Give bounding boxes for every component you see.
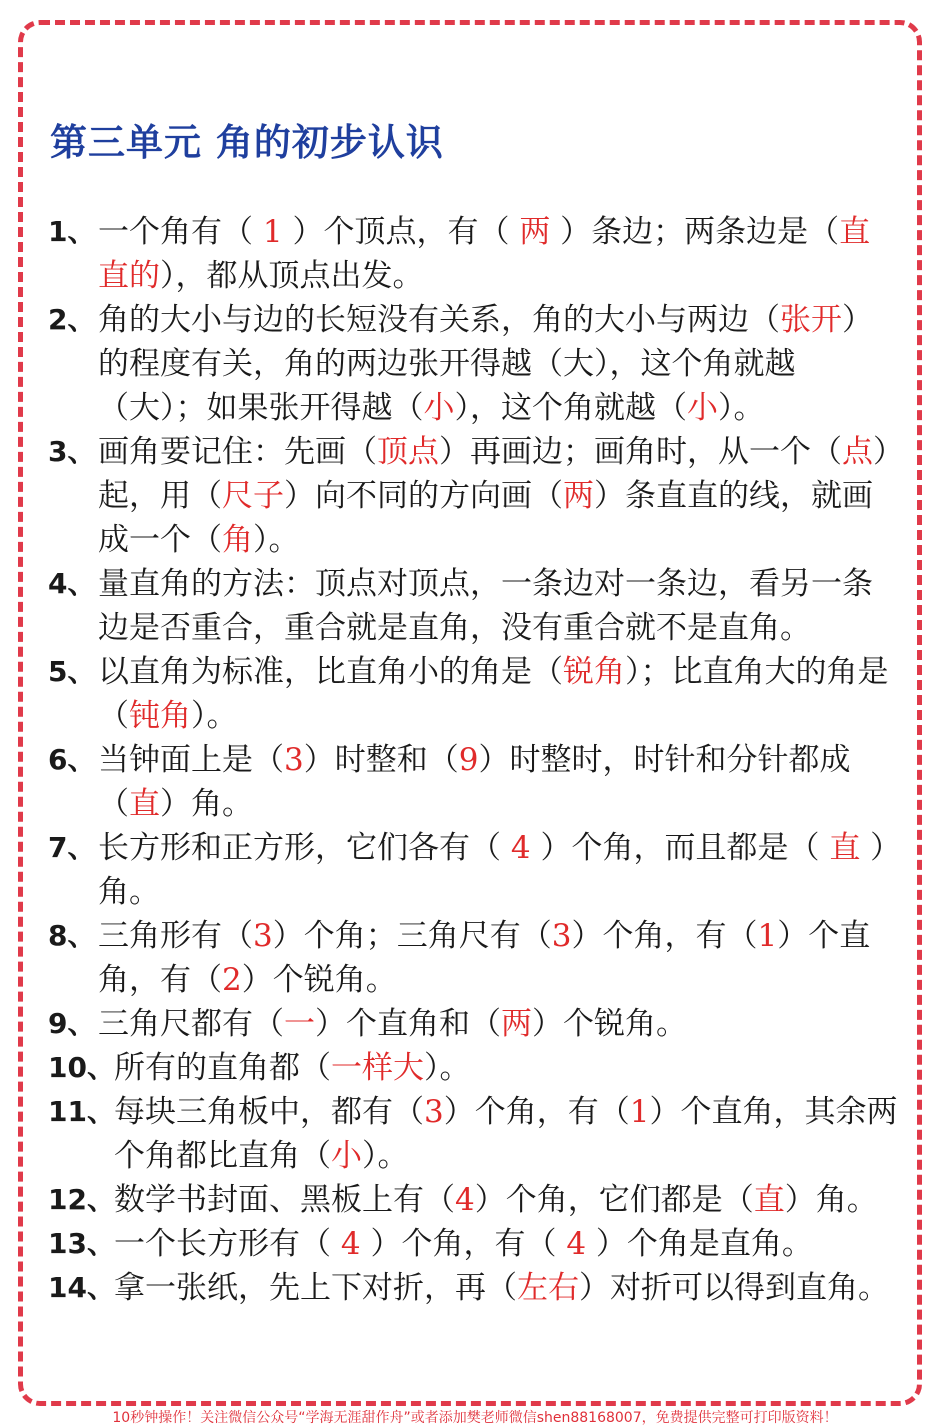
page-title: 第三单元 角的初步认识 <box>50 120 444 164</box>
list-item <box>48 1046 898 1090</box>
list-item <box>48 562 898 650</box>
item-number: 5、 <box>48 655 96 688</box>
answer-text: 1 <box>629 1094 650 1130</box>
statement-text: ）个直角，其余两个角都比直角（ <box>114 1094 898 1174</box>
statement-text: ）个角，它们都是（ <box>474 1182 754 1218</box>
answer-text: 小 <box>331 1138 362 1174</box>
item-text <box>114 1266 898 1310</box>
item-text <box>114 1046 898 1090</box>
answer-text: 张开 <box>780 302 842 338</box>
answer-text: 尺子 <box>222 478 284 514</box>
item-number: 10、 <box>48 1051 115 1084</box>
statement-text: ）再画边；画角时，从一个（ <box>439 434 842 470</box>
answer-text: 一样大 <box>331 1050 424 1086</box>
answer-text: 两 <box>563 478 594 514</box>
statement-text: 角的大小与边的长短没有关系，角的大小与两边（ <box>98 302 780 338</box>
answer-text: 直直的 <box>98 214 871 294</box>
statement-text: ）角。 <box>160 786 253 822</box>
item-number: 11、 <box>48 1095 115 1128</box>
answer-text: 4 <box>566 1226 587 1262</box>
item-text <box>114 1178 898 1222</box>
statement-text: ）。 <box>424 1050 471 1086</box>
answer-text: 3 <box>424 1094 444 1130</box>
item-number: 6、 <box>48 743 96 776</box>
answer-text: 两 <box>501 1006 532 1042</box>
statement-text: ）起，用（ <box>98 434 889 514</box>
item-text <box>114 1090 898 1178</box>
item-text <box>98 210 898 298</box>
answer-text: 顶点 <box>377 434 439 470</box>
item-text <box>98 650 898 738</box>
statement-text: ）；比直角大的角是（ <box>98 654 889 734</box>
answer-text: 点 <box>842 434 873 470</box>
answer-text: 3 <box>284 742 304 778</box>
statement-text: 拿一张纸，先上下对折，再（ <box>114 1270 517 1306</box>
list-item <box>48 1222 898 1266</box>
statement-text: ）时整时，时针和分针都成（ <box>98 742 851 822</box>
statement-text: 量直角的方法：顶点对顶点，一条边对一条边，看另一条边是否重合，重合就是直角，没有重合就不是直角。 <box>98 566 873 646</box>
answer-text: 3 <box>253 918 273 954</box>
item-number: 3、 <box>48 435 96 468</box>
statement-text: ）。 <box>362 1138 409 1174</box>
statement-text: ）条直直的线，就画成一个（ <box>98 478 873 558</box>
list-item <box>48 1178 898 1222</box>
answer-text: 直 <box>829 830 861 866</box>
answer-text: 2 <box>222 962 242 998</box>
item-text <box>114 1222 898 1266</box>
answer-text: 钝角 <box>129 698 191 734</box>
answer-text: 小 <box>687 390 718 426</box>
statement-text: ）个角，有（ <box>571 918 758 954</box>
answer-text: 9 <box>458 742 479 778</box>
statement-text: ）向不同的方向画（ <box>284 478 563 514</box>
statement-text: ）个顶点，有（ <box>282 214 520 250</box>
statement-text: 一个长方形有（ <box>114 1226 341 1262</box>
list-item <box>48 210 898 298</box>
answer-text: 锐角 <box>563 654 625 690</box>
answer-text: 小 <box>423 390 455 426</box>
statement-text: ）角。 <box>98 830 886 910</box>
statement-text: ）个角，有（ <box>443 1094 630 1130</box>
item-number: 14、 <box>48 1271 115 1304</box>
list-item <box>48 650 898 738</box>
answer-text: 4 <box>455 1182 475 1218</box>
statement-text: ）。 <box>718 390 765 426</box>
item-text <box>98 298 898 430</box>
item-number: 7、 <box>48 831 96 864</box>
list-item <box>48 914 898 1002</box>
statement-text: 所有的直角都（ <box>114 1050 331 1086</box>
item-number: 13、 <box>48 1227 115 1260</box>
answer-text: 左右 <box>517 1270 579 1306</box>
statement-text: ）个直角和（ <box>315 1006 501 1042</box>
list-item <box>48 1002 898 1046</box>
statement-text: ）时整和（ <box>303 742 459 778</box>
item-number: 4、 <box>48 567 96 600</box>
knowledge-list <box>48 210 898 1310</box>
statement-text: ）。 <box>253 522 300 558</box>
item-text <box>98 826 898 914</box>
statement-text: 长方形和正方形，它们各有（ <box>98 830 511 866</box>
answer-text: 1 <box>757 918 778 954</box>
answer-text: 4 <box>340 1226 361 1262</box>
item-text <box>98 1002 898 1046</box>
item-number: 1、 <box>48 215 96 248</box>
statement-text: ）个角是直角。 <box>586 1226 813 1262</box>
statement-text: 每块三角板中，都有（ <box>114 1094 424 1130</box>
statement-text: ）个锐角。 <box>532 1006 687 1042</box>
answer-text: 4 <box>510 830 531 866</box>
statement-text: ）角。 <box>784 1182 878 1218</box>
statement-text: 三角尺都有（ <box>98 1006 284 1042</box>
answer-text: 一 <box>284 1006 315 1042</box>
statement-text: 画角要记住：先画（ <box>98 434 377 470</box>
list-item <box>48 430 898 562</box>
statement-text: ）个角；三角尺有（ <box>272 918 552 954</box>
statement-text: ）个角，而且都是（ <box>530 830 830 866</box>
footer-note: 10秒钟操作！关注微信公众号“学海无涯甜作舟”或者添加樊老师微信shen88168007，免费提供完整可打印版资料！ <box>112 1410 838 1426</box>
statement-text: 以直角为标准，比直角小的角是（ <box>98 654 563 690</box>
statement-text: ）个角，有（ <box>360 1226 567 1262</box>
list-item <box>48 1266 898 1310</box>
statement-text: ）对折可以得到直角。 <box>579 1270 889 1306</box>
item-text <box>98 914 898 1002</box>
statement-text: 数学书封面、黑板上有（ <box>114 1182 455 1218</box>
answer-text: 两 <box>519 214 551 250</box>
statement-text: ）。 <box>191 698 238 734</box>
answer-text: 直 <box>129 786 160 822</box>
list-item <box>48 826 898 914</box>
statement-text: ）的程度有关，角的两边张开得越（大），这个角就越（大）；如果张开得越（ <box>98 302 873 426</box>
item-text <box>98 738 898 826</box>
item-text <box>98 562 898 650</box>
item-text <box>98 430 898 562</box>
list-item <box>48 298 898 430</box>
answer-text: 1 <box>262 214 283 250</box>
statement-text: ），这个角就越（ <box>454 390 687 426</box>
list-item <box>48 1090 898 1178</box>
statement-text: 三角形有（ <box>98 918 253 954</box>
item-number: 9、 <box>48 1007 96 1040</box>
list-item <box>48 738 898 826</box>
item-number: 8、 <box>48 919 96 952</box>
statement-text: 一个角有（ <box>98 214 263 250</box>
answer-text: 直 <box>753 1182 785 1218</box>
statement-text: 当钟面上是（ <box>98 742 284 778</box>
answer-text: 3 <box>551 918 572 954</box>
statement-text: ）条边；两条边是（ <box>550 214 840 250</box>
answer-text: 角 <box>222 522 253 558</box>
statement-text: ），都从顶点出发。 <box>160 258 424 294</box>
statement-text: ）个直角，有（ <box>98 918 871 998</box>
item-number: 2、 <box>48 303 96 336</box>
statement-text: ）个锐角。 <box>241 962 397 998</box>
item-number: 12、 <box>48 1183 115 1216</box>
